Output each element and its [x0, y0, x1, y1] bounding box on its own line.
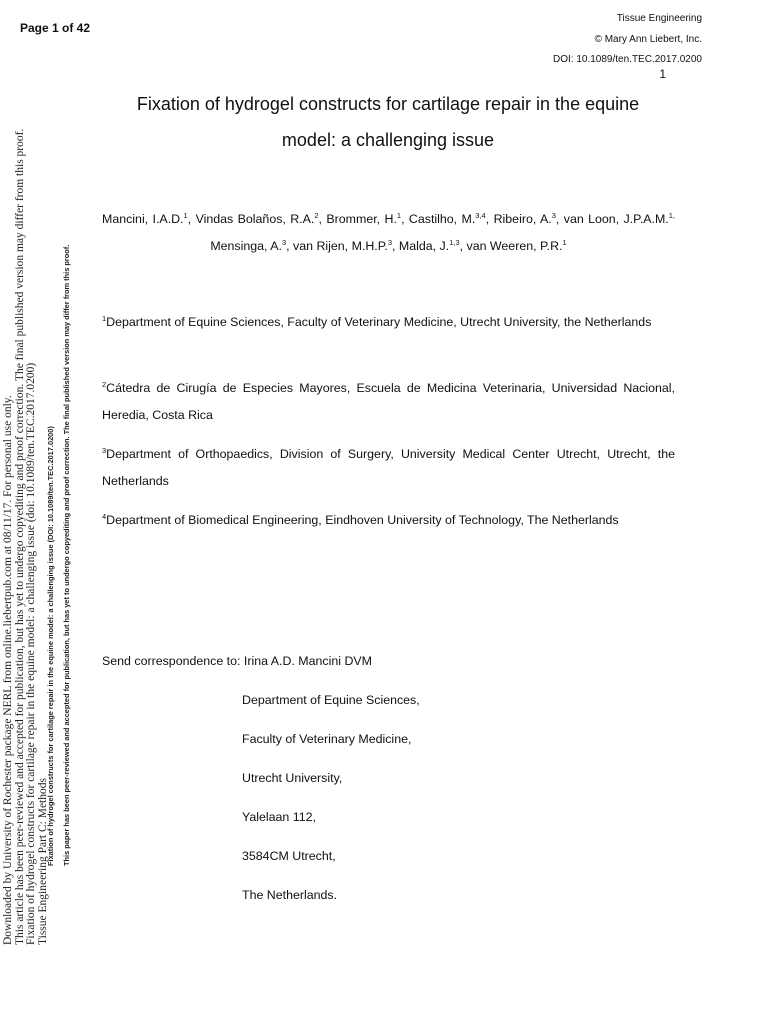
address-line: The Netherlands. [242, 888, 338, 902]
affiliation-4 [102, 507, 675, 534]
sidebar-line: Fixation of hydrogel constructs for cartilage repair in the equine model: a challenging issue (doi: 10.1089/ten.TEC.2017.0200) [25, 362, 38, 945]
journal-name: Tissue Engineering [616, 13, 702, 24]
publisher: © Mary Ann Liebert, Inc. [594, 34, 702, 45]
affiliation-text: Department of Orthopaedics, Division of Surgery, University Medical Center Utrecht, Utrecht, the Netherlands [102, 447, 675, 488]
author-affiliation-sup: 3 [551, 211, 556, 220]
address-line: Department of Equine Sciences, [242, 693, 420, 707]
author-separator: , [401, 212, 409, 226]
sidebar-watermark [3, 129, 49, 945]
author-affiliation-sup: 1,3 [449, 238, 460, 247]
affiliation-sup: 1 [102, 314, 107, 323]
author-name: Castilho, M. [408, 212, 476, 226]
author-affiliation-sup: 3,4 [475, 211, 486, 220]
author-separator: , [318, 212, 327, 226]
author-name: van Loon, J.P.A.M. [563, 212, 669, 226]
author-name: Ribeiro, A. [493, 212, 552, 226]
author-name: van Rijen, M.H.P. [293, 239, 388, 253]
sidebar-watermark-bold-2 [62, 245, 71, 866]
author-affiliation-sup: 3 [387, 238, 393, 247]
sidebar-line: This article has been peer-reviewed and accepted for publication, but has yet to undergo copyediting and proof correction. The final published version may differ from this proof. [13, 128, 26, 945]
author-separator: , [286, 239, 294, 253]
author-separator: , [392, 239, 399, 253]
affiliation-text: Department of Biomedical Engineering, Eindhoven University of Technology, The Netherlands [106, 513, 619, 527]
paper-title [110, 86, 666, 158]
affiliation-3 [102, 441, 675, 495]
affiliation-sup: 4 [102, 512, 107, 521]
author-affiliation-sup: 1, [668, 211, 676, 220]
author-separator: , [555, 212, 564, 226]
author-affiliation-sup: 3 [281, 238, 287, 247]
affiliation-text: Cátedra de Cirugía de Especies Mayores, Escuela de Medicina Veterinaria, Universidad Nacional, Heredia, Costa Rica [102, 381, 675, 422]
affiliation-1 [102, 309, 675, 336]
author-name: Mensinga, A. [210, 239, 282, 253]
author-affiliation-sup: 1 [183, 211, 188, 220]
author-name: Brommer, H. [326, 212, 397, 226]
author-list [102, 206, 675, 260]
sidebar-line: Tissue Engineering Part C: Methods [36, 778, 49, 945]
author-name: Mancini, I.A.D. [102, 212, 184, 226]
affiliation-text: Department of Equine Sciences, Faculty of Veterinary Medicine, Utrecht University, the Netherlands [106, 315, 652, 329]
sidebar-watermark-bold [46, 426, 55, 866]
affiliation-sup: 2 [102, 380, 107, 389]
sidebar-bold-line: Fixation of hydrogel constructs for cartilage repair in the equine model: a challenging issue (DOI: 10.1089/ten.TEC.2017.0200) [46, 426, 55, 866]
address-line: Faculty of Veterinary Medicine, [242, 732, 412, 746]
address-line: Utrecht University, [242, 771, 343, 785]
correspondence-label: Send correspondence to: Irina A.D. Mancini DVM [102, 654, 372, 668]
sidebar-bold-line: This paper has been peer-reviewed and accepted for publication, but has yet to undergo copyediting and proof correction. The final published version may differ from this proof. [62, 244, 71, 866]
sidebar-line: Downloaded by University of Rochester package NERL from online.liebertpub.com at 08/11/17. For personal use only. [2, 395, 14, 945]
title-line-2: model: a challenging issue [281, 130, 495, 150]
affiliation-sup: 3 [102, 446, 107, 455]
author-name: Vindas Bolaños, R.A. [195, 212, 315, 226]
address-line: Yalelaan 112, [242, 810, 316, 824]
author-affiliation-sup: 1 [396, 211, 402, 220]
affiliation-2 [102, 375, 675, 429]
title-line-1: Fixation of hydrogel constructs for cartilage repair in the equine [136, 94, 640, 114]
author-name: van Weeren, P.R. [466, 239, 563, 253]
author-separator: , [459, 239, 467, 253]
author-separator: , [485, 212, 494, 226]
page-number: 1 [659, 67, 666, 81]
page-label: Page 1 of 42 [20, 21, 91, 35]
author-separator: , [187, 212, 196, 226]
author-affiliation-sup: 1 [562, 238, 567, 247]
author-name: Malda, J. [398, 239, 450, 253]
doi: DOI: 10.1089/ten.TEC.2017.0200 [553, 54, 702, 65]
author-affiliation-sup: 2 [314, 211, 319, 220]
address-line: 3584CM Utrecht, [242, 849, 336, 863]
